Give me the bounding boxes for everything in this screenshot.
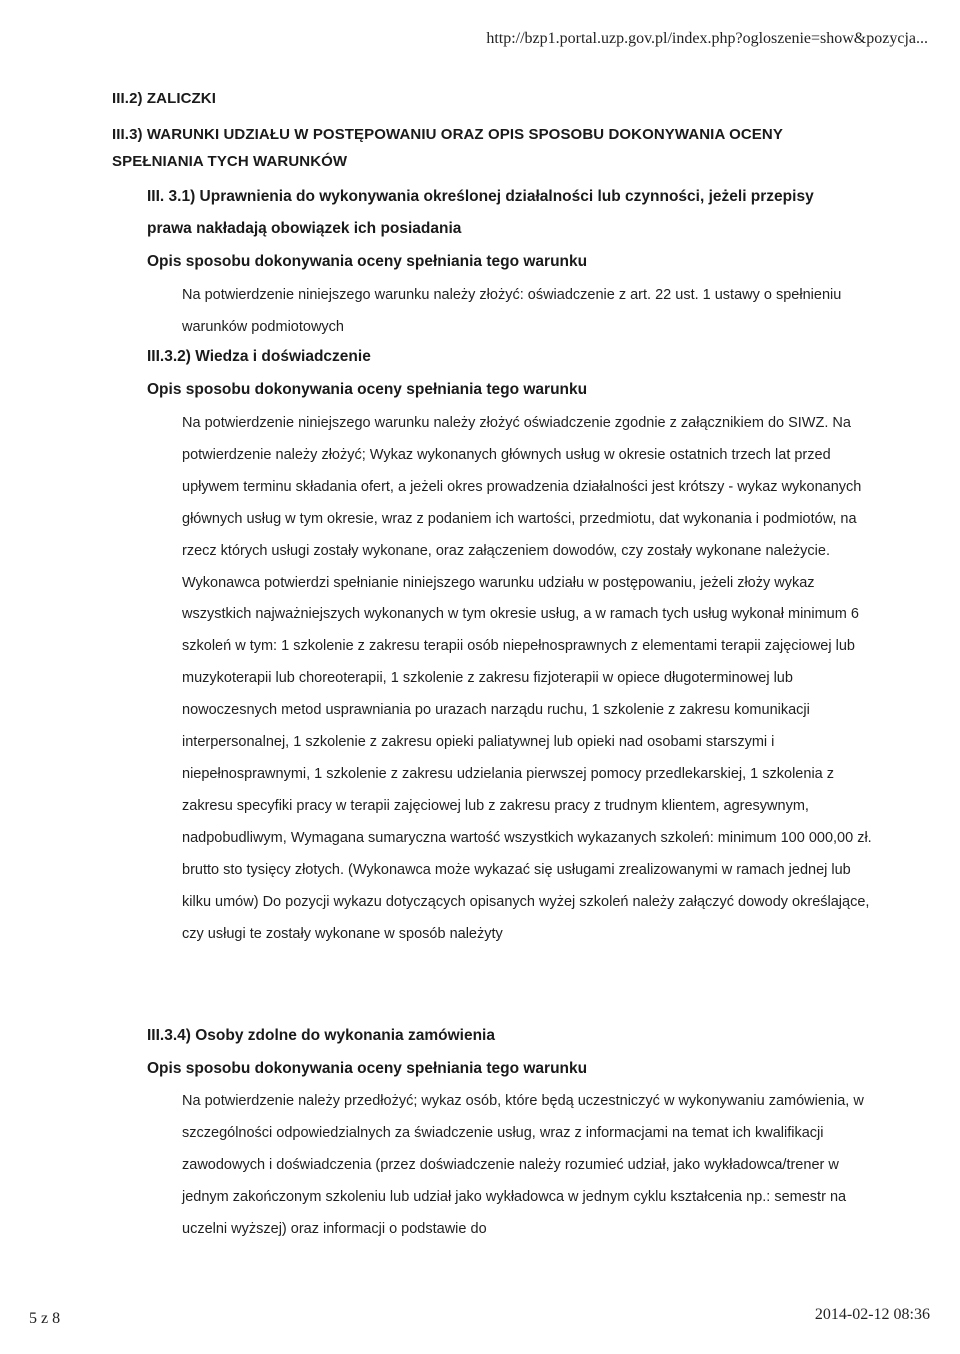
section-3-1-title-line2: prawa nakładają obowiązek ich posiadania <box>147 220 462 237</box>
section-3-2-opis: Opis sposobu dokonywania oceny spełniania tego warunku <box>147 381 588 398</box>
section-3-4-opis: Opis sposobu dokonywania oceny spełniania tego warunku <box>147 1060 588 1077</box>
section-zaliczki: III.2) ZALICZKI <box>112 90 216 107</box>
section-3-1-text: Na potwierdzenie niniejszego warunku należy złożyć: oświadczenie z art. 22 ust. 1 ustawy o spełnieniu warunków podmiotowych <box>182 287 842 335</box>
section-3-4-title: III.3.4) Osoby zdolne do wykonania zamówienia <box>147 1027 495 1044</box>
page-number: 5 z 8 <box>29 1310 61 1327</box>
section-3-1-opis: Opis sposobu dokonywania oceny spełniania tego warunku <box>147 253 588 270</box>
section-3-4-text: Na potwierdzenie należy przedłożyć; wykaz osób, które będą uczestniczyć w wykonywaniu zamówienia, w szczególności odpowiedzialnych za świadczenie usług, wraz z informacjami na temat ich kwalifikacji zawodowych i doświadczenia (przez doświadczenie należy rozumieć udział, jako wykładowca/trener w jednym zakończonym szkoleniu lub udział jako wykładowca w jednym cyklu kształcenia np.: semestr na uczelni wyższej) oraz informacji o podstawie do <box>182 1093 864 1237</box>
section-3-2-text: Na potwierdzenie niniejszego warunku należy złożyć oświadczenie zgodnie z załącznikiem do SIWZ. Na potwierdzenie należy złożyć; Wykaz wykonanych głównych usług w okresie ostatnich trzech lat przed upływem terminu składania ofert, a jeżeli okres prowadzenia działalności jest krótszy - wykaz wykonanych głównych usług w tym okresie, wraz z podaniem ich wartości, przedmiotu, dat wykonania i podmiotów, na rzecz których usługi zostały wykonane, oraz załączeniem dowodów, czy zostały wykonane należycie. Wykonawca potwierdzi spełnianie niniejszego warunku udziału w postępowaniu, jeżeli złoży wykaz wszystkich najważniejszych wykonanych w tym okresie usług, a w ramach tych usług wykonał minimum 6 szkoleń w tym: 1 szkolenie z zakresu terapii osób niepełnosprawnych z elementami terapii zajęciowej lub muzykoterapii lub choreoterapii, 1 szkolenie z zakresu fizjoterapii w opiece długoterminowej lub nowoczesnych metod usprawniania po urazach narządu ruchu, 1 szkolenie z zakresu komunikacji interpersonalnej, 1 szkolenie z zakresu opieki paliatywnej lub opieki nad osobami starszymi i niepełnosprawnymi, 1 szkolenie z zakresu udzielania pierwszej pomocy przedlekarskiej, 1 szkolenia z zakresu specyfiki pracy w terapii zajęciowej lub z zakresu pracy z trudnym klientem, agresywnym, nadpobudliwym, Wymagana sumaryczna wartość wszystkich wykazanych szkoleń: minimum 100 000,00 zł. brutto sto tysięcy złotych. (Wykonawca może wykazać się usługami zrealizowanymi w ramach jednej lub kilku umów) Do pozycji wykazu dotyczących opisanych wyżej szkoleń należy załączyć dowody określające, czy usługi te zostały wykonane w sposób należyty <box>182 415 872 942</box>
section-warunki-title-line2: SPEŁNIANIA TYCH WARUNKÓW <box>112 153 348 170</box>
section-3-2-title: III.3.2) Wiedza i doświadczenie <box>147 348 371 365</box>
section-3-1-title-line1: III. 3.1) Uprawnienia do wykonywania określonej działalności lub czynności, jeżeli przepisy <box>147 188 814 205</box>
page-url: http://bzp1.portal.uzp.gov.pl/index.php?ogloszenie=show&pozycja... <box>486 30 928 47</box>
section-warunki-title-line1: III.3) WARUNKI UDZIAŁU W POSTĘPOWANIU ORAZ OPIS SPOSOBU DOKONYWANIA OCENY <box>112 126 783 143</box>
print-datetime: 2014-02-12 08:36 <box>814 1306 930 1323</box>
